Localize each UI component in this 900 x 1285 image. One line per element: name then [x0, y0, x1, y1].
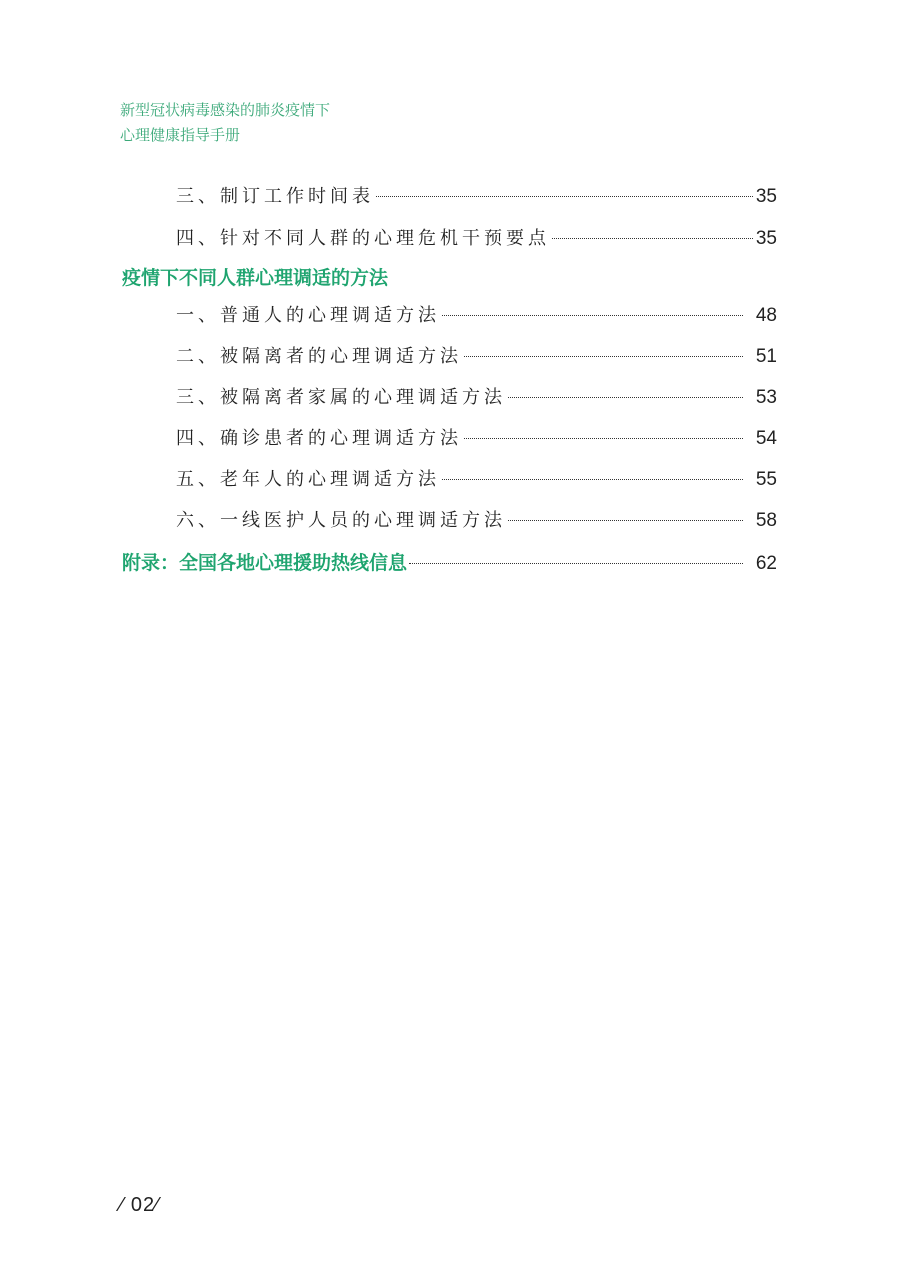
toc-entry[interactable] — [176, 301, 777, 327]
toc-entry-title: 二、被隔离者的心理调适方法 — [176, 346, 462, 367]
toc-appendix-title: 附录：全国各地心理援助热线信息 — [122, 552, 408, 574]
toc-entry-title: 五、老年人的心理调适方法 — [176, 469, 440, 490]
toc-section-title: 疫情下不同人群心理调适的方法 — [122, 267, 389, 289]
toc-section-heading[interactable] — [122, 263, 777, 290]
toc-entry-page: 54 — [755, 428, 777, 449]
toc-appendix-page: 62 — [755, 553, 777, 574]
toc-entry-page: 48 — [755, 305, 777, 326]
toc-dot-leader — [442, 479, 743, 480]
toc-dot-leader — [552, 238, 753, 239]
toc-dot-leader — [508, 520, 743, 521]
header-title-line-2: 心理健康指导手册 — [120, 126, 241, 144]
toc-entry[interactable] — [176, 224, 777, 250]
toc-entry-title: 六、一线医护人员的心理调适方法 — [176, 510, 506, 531]
toc-entry-page: 53 — [755, 387, 777, 408]
toc-entry[interactable] — [176, 506, 777, 532]
toc-dot-leader — [464, 356, 743, 357]
toc-entry-title: 三、制订工作时间表 — [176, 186, 374, 207]
toc-entry[interactable] — [176, 424, 777, 450]
toc-entry-title: 四、确诊患者的心理调适方法 — [176, 428, 462, 449]
toc-entry-title: 三、被隔离者家属的心理调适方法 — [176, 387, 506, 408]
toc-entry-title: 一、普通人的心理调适方法 — [176, 305, 440, 326]
toc-dot-leader — [442, 315, 743, 316]
header-title-line-1: 新型冠状病毒感染的肺炎疫情下 — [120, 101, 331, 119]
toc-entry-page: 58 — [755, 510, 777, 531]
toc-dot-leader — [508, 397, 743, 398]
toc-entry-page: 51 — [755, 346, 777, 367]
toc-entry[interactable] — [176, 383, 777, 409]
toc-entry-title: 四、针对不同人群的心理危机干预要点 — [176, 228, 550, 249]
toc-entry[interactable] — [176, 182, 777, 208]
toc-entry-page: 35 — [755, 186, 777, 207]
toc-dot-leader — [464, 438, 743, 439]
running-header — [120, 98, 330, 148]
page-number: ⁄ 02⁄ — [120, 1194, 160, 1216]
toc-dot-leader — [376, 196, 753, 197]
toc-entry-page: 55 — [755, 469, 777, 490]
toc-entry-page: 35 — [755, 228, 777, 249]
toc-appendix-entry[interactable] — [122, 548, 777, 575]
toc-entry[interactable] — [176, 342, 777, 368]
toc-dot-leader — [409, 563, 743, 564]
toc-entry[interactable] — [176, 465, 777, 491]
